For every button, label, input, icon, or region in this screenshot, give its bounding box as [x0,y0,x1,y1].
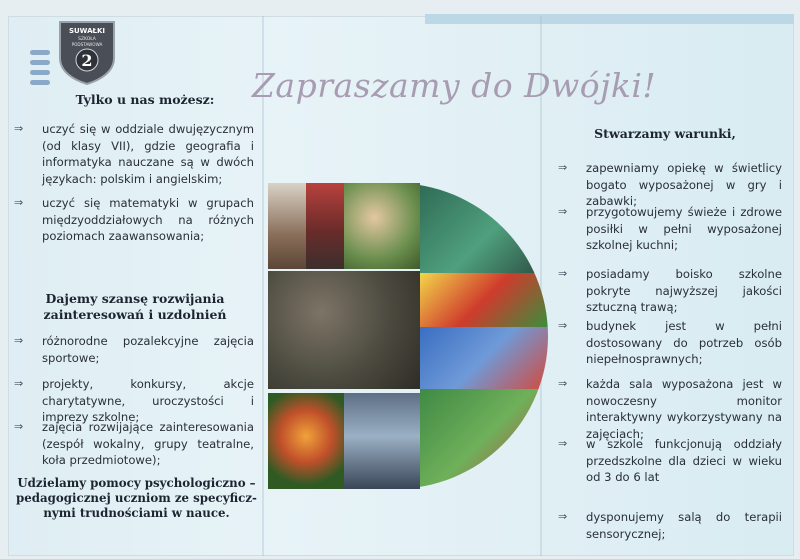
list-item: uczyć się w oddziale dwujęzycznym (od klasy VII), gdzie geografia i informatyka nauczane są w dwóch językach: polskim i angielskim; [42,122,254,186]
list-item: uczyć się matematyki w grupach międzyoddziałowych na różnych poziomach zaawansowania; [42,196,254,243]
left-heading-2 [30,291,240,323]
bullet-arrow: ⇒ [558,377,568,390]
decor-bar [30,50,50,55]
note-line2: pedagogicznej uczniom ze specyficz- [16,491,257,505]
photo-sports-field [420,389,548,489]
photo-playground [420,273,548,327]
decor-bar [30,80,50,85]
list-item: zapewniamy opiekę w świetlicy bogato wyposażonej w gry i zabawki; [586,161,782,208]
left-heading-1: Tylko u nas możesz: [75,92,215,107]
note-line3: nymi trudnościami w nauce. [43,506,230,520]
list-item: budynek jest w pełni dostosowany do potrzeb osób niepełnosprawnych; [586,319,782,366]
left-list-1b [42,195,254,245]
school-logo [58,20,116,86]
photo-collage [268,183,548,489]
left-list-2a [42,333,254,366]
bullet-arrow: ⇒ [558,161,568,174]
logo-line2: SZKOŁA [78,37,96,42]
right-list-3 [586,266,782,316]
list-item: każda sala wyposażona jest w nowoczesny monitor interaktywny wykorzystywany na zajęciach; [586,377,782,441]
page-title: Zapraszamy do Dwójki! [252,66,657,105]
right-list-7 [586,509,782,542]
logo-line1: SUWAŁKI [68,27,106,35]
logo-line3: PODSTAWOWA [71,42,103,47]
logo-number: 2 [81,51,93,70]
bullet-arrow: ⇒ [14,420,24,433]
list-item: w szkole funkcjonują oddziały przedszkolne dla dzieci w wieku od 3 do 6 lat [586,437,782,484]
photo-flowers [268,393,344,489]
bullet-arrow: ⇒ [14,122,24,135]
right-list-2 [586,204,782,254]
right-list-4 [586,318,782,368]
photo-hall [268,183,306,269]
bullet-arrow: ⇒ [14,377,24,390]
bullet-arrow: ⇒ [558,267,568,280]
right-list-5 [586,376,782,442]
photo-d-shape [386,183,548,489]
note-line1: Udzielamy pomocy psychologiczno – [17,476,256,490]
photo-students [306,183,344,269]
left-list-2c [42,419,254,469]
bullet-arrow: ⇒ [14,196,24,209]
list-item: przygotowujemy świeże i zdrowe posiłki w pełni wyposażonej szkolnej kuchni; [586,205,782,252]
list-item: projekty, konkursy, akcje charytatywne, uroczystości i imprezy szkolne; [42,377,254,424]
photo-classroom [420,327,548,389]
bullet-arrow: ⇒ [558,205,568,218]
list-item: posiadamy boisko szkolne pokryte najwyższej jakości sztuczną trawą; [586,267,782,314]
list-item: zajęcia rozwijające zainteresowania (zespół wokalny, grupy teatralne, koła przedmiotowe); [42,420,254,467]
bullet-arrow: ⇒ [558,510,568,523]
right-heading: Stwarzamy warunki, [594,126,736,141]
psych-support-note [14,476,259,521]
decor-bar [30,60,50,65]
bullet-arrow: ⇒ [558,437,568,450]
right-list-1 [586,160,782,210]
bullet-arrow: ⇒ [14,334,24,347]
photo-board [420,183,548,273]
list-item: dysponujemy salą do terapii sensorycznej; [586,510,782,541]
list-item: różnorodne pozalekcyjne zajęcia sportowe; [42,334,254,365]
left-list-1 [42,121,254,190]
right-list-6 [586,436,782,486]
school-shield-icon [58,20,116,86]
bullet-arrow: ⇒ [558,319,568,332]
left-heading-2-line1: Dajemy szansę rozwijania [45,291,225,306]
top-color-strip [425,14,794,24]
left-heading-2-line2: zainteresowań i uzdolnień [43,307,227,322]
decor-bar [30,70,50,75]
